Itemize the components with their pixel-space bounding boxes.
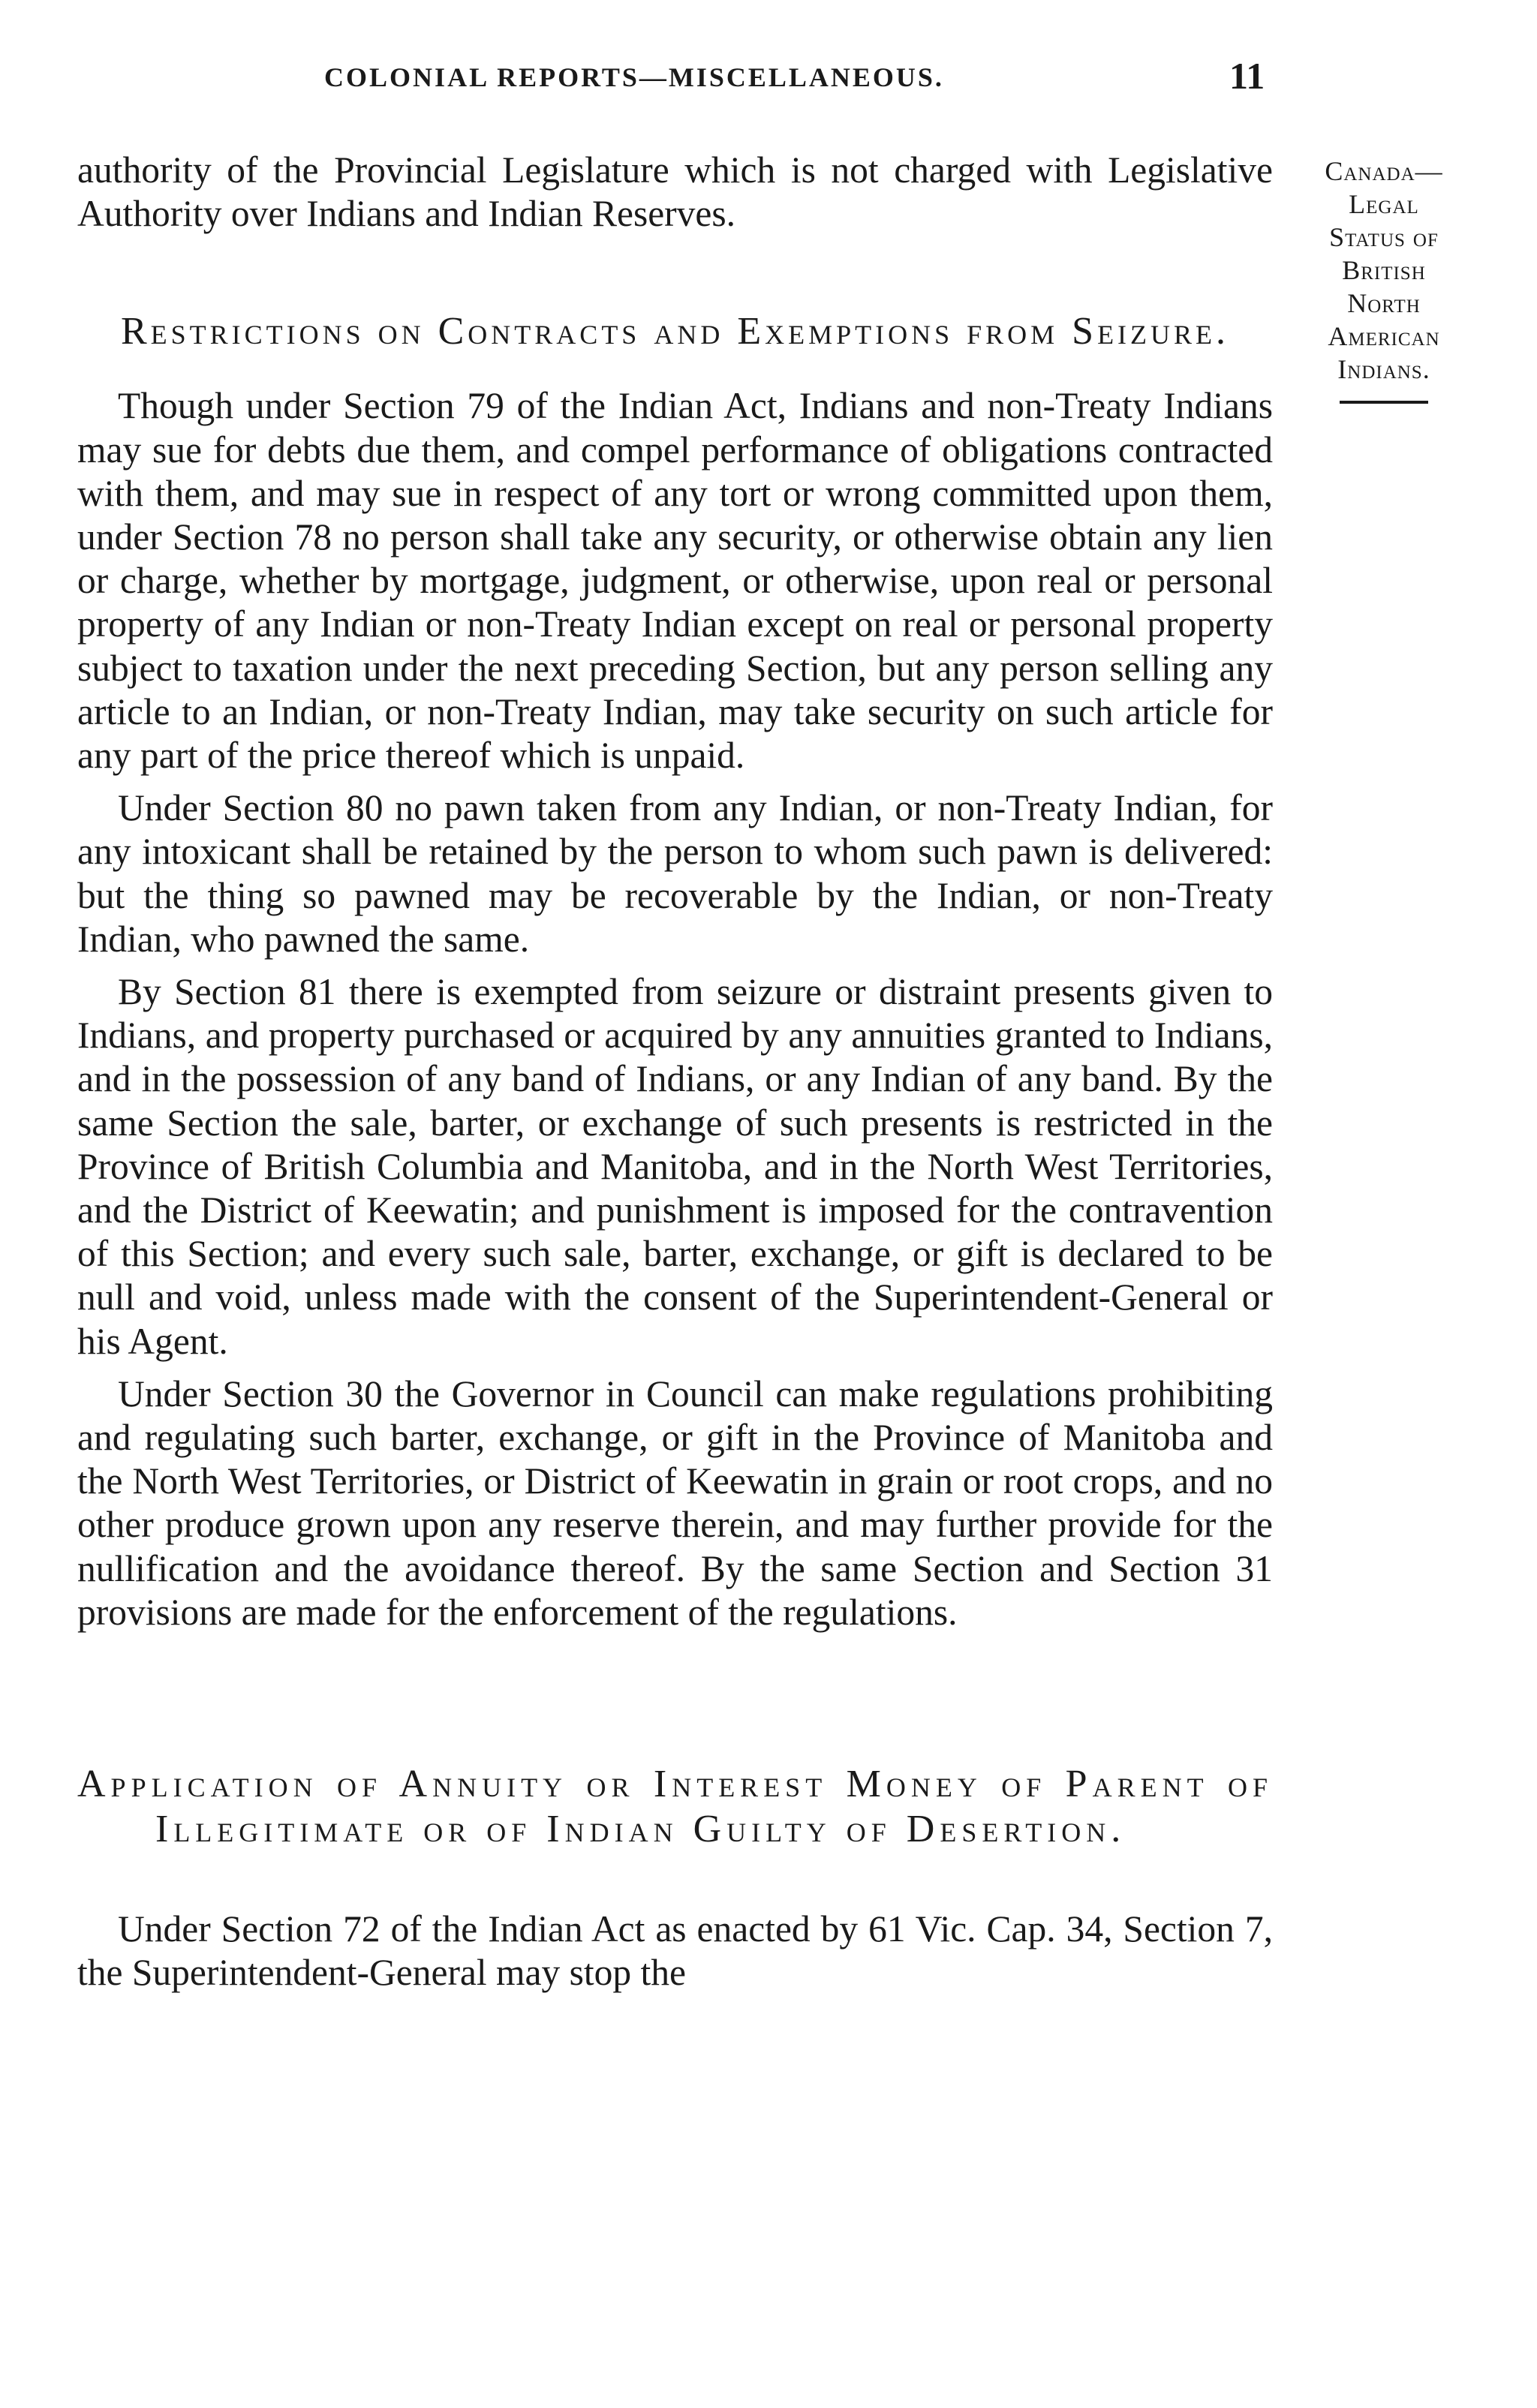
margin-note-line: American xyxy=(1328,321,1440,351)
paragraph: Though under Section 79 of the Indian Act, Indians and non-Treaty Indians may sue for debts due them, and compel performance of obligations contracted with them, and may sue in respect of any tort or wrong committed upon them, under Section 78 no person shall take any security, or otherwise obtain any lien or charge, whether by mortgage, judgment, or otherwise, upon real or personal property of any Indian or non-Treaty Indian except on real or personal property subject to taxation under the next preceding Section, but any person selling any article to an Indian, or non-Treaty Indian, may take security on such article for any part of the price thereof which is unpaid. xyxy=(77,385,1273,777)
paragraph: Under Section 72 of the Indian Act as enacted by 61 Vic. Cap. 34, Section 7, the Superintendent-General may stop the xyxy=(77,1908,1273,1994)
margin-note-line: Canada— xyxy=(1325,156,1443,186)
paragraph: Under Section 80 no pawn taken from any Indian, or non-Treaty Indian, for any intoxicant shall be retained by the person to whom such pawn is delivered: but the thing so pawned may be recoverable by the Indian, or non-Treaty Indian, who pawned the same. xyxy=(77,787,1273,960)
margin-note-line: Legal xyxy=(1349,189,1419,219)
page-number: 11 xyxy=(1229,55,1265,97)
margin-note-line: Status of xyxy=(1329,222,1439,252)
section-heading-annuity: Application of Annuity or Interest Money of Parent of Illegitimate or of Indian Guilty of Desertion. xyxy=(77,1763,1273,1851)
margin-note-line: Indians. xyxy=(1337,354,1430,384)
running-head: COLONIAL REPORTS—MISCELLANEOUS. xyxy=(324,62,944,92)
section-heading-restrictions: Restrictions on Contracts and Exemptions from Seizure. xyxy=(120,310,1230,353)
margin-note-line: North xyxy=(1347,288,1421,318)
main-text xyxy=(77,149,1273,2004)
margin-note-line: British xyxy=(1342,255,1426,285)
intro-paragraph: authority of the Provincial Legislature which is not charged with Legislative Authority over Indians and Indian Reserves. xyxy=(77,149,1273,235)
paragraph: Under Section 30 the Governor in Council can make regulations prohibiting and regulating such barter, exchange, or gift in the Province of Manitoba and the North West Territories, or District of Keewatin in grain or root crops, and no other produce grown upon any reserve therein, and may further provide for the nullification and the avoidance thereof. By the same Section and Section 31 provisions are made for the enforcement of the regulations. xyxy=(77,1372,1273,1633)
paragraph: By Section 81 there is exempted from seizure or distraint presents given to Indians, and property purchased or acquired by any annuities granted to Indians, and in the possession of any band of Indians, or any Indian of any band. By the same Section the sale, barter, or exchange of such presents is restricted in the Province of British Columbia and Manitoba, and in the North West Territories, and the District of Keewatin; and punishment is imposed for the contravention of this Section; and every such sale, barter, exchange, or gift is declared to be null and void, unless made with the consent of the Superintendent-General or his Agent. xyxy=(77,971,1273,1362)
margin-note-rule xyxy=(1340,401,1428,404)
margin-note xyxy=(1294,155,1474,404)
